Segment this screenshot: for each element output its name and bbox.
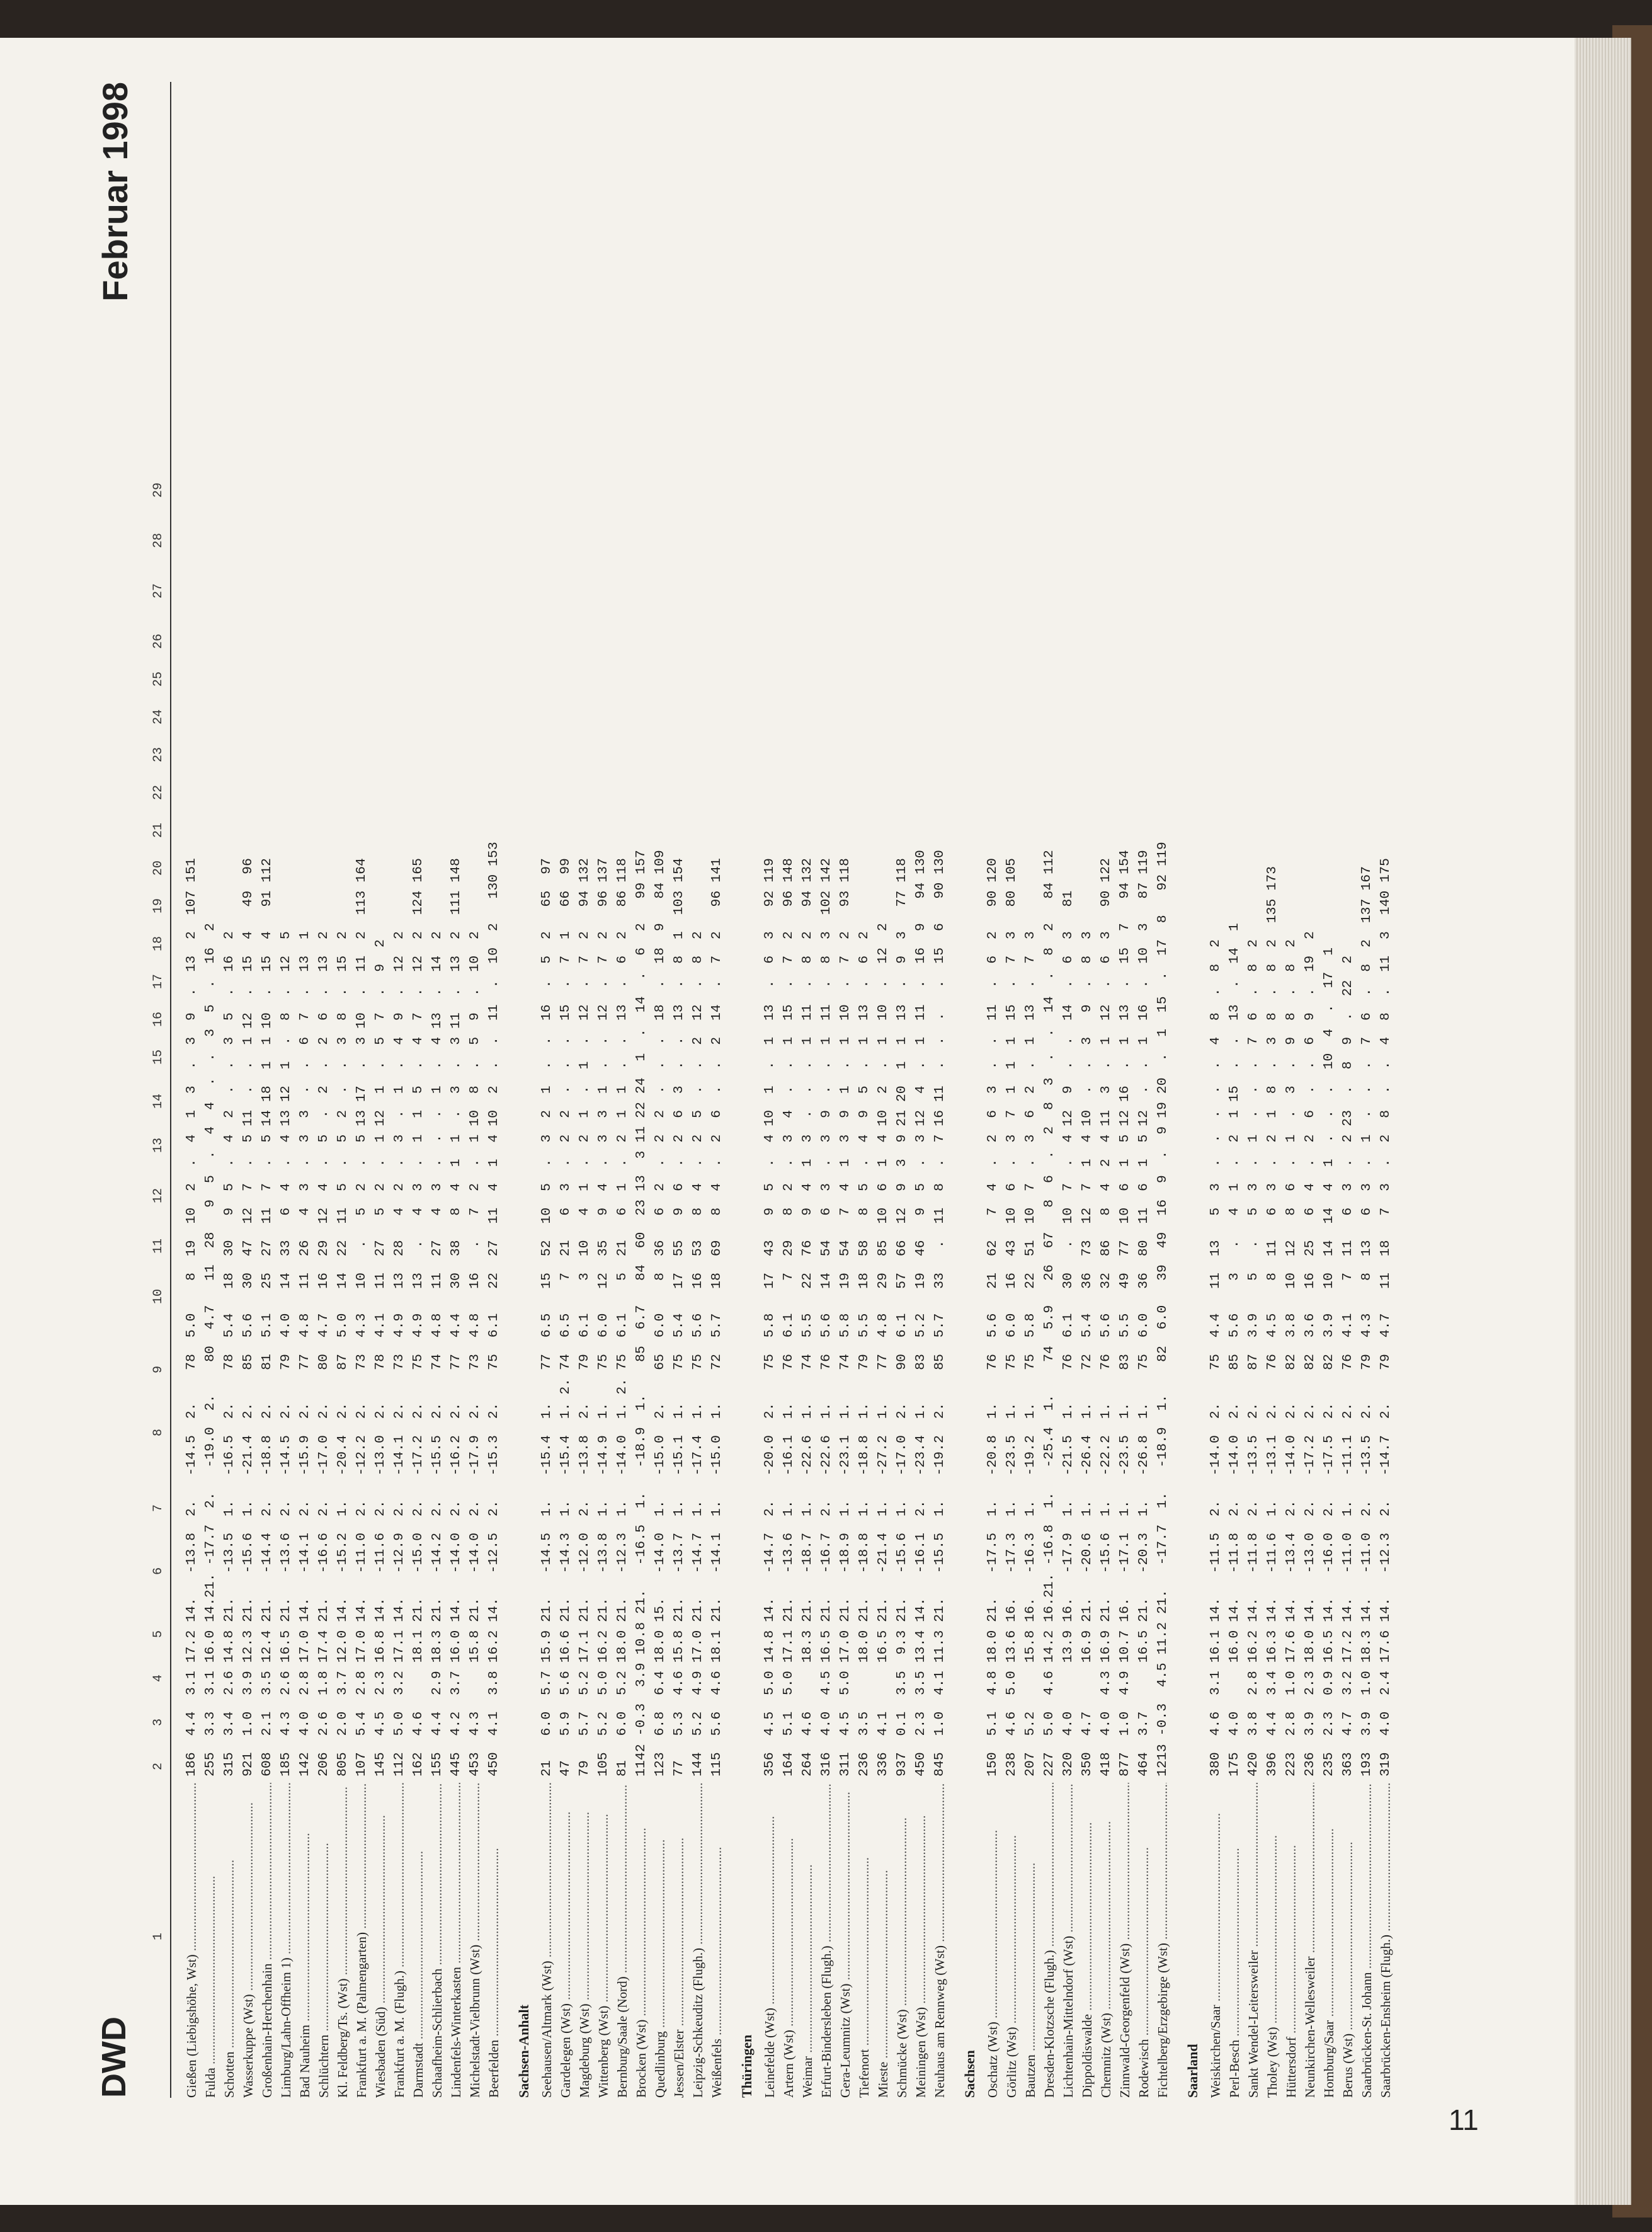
station-name: Quedlinburg ..... [651,1783,669,2098]
column-number: 15 [151,1049,166,1065]
station-row [1282,82,1301,2098]
station-values: 380 4.6 3.1 16.1 14. -11.5 2. -14.0 2. 75 4.4 11 13 5 3 . . . . . 4 8 . 8 2 [1208,939,1223,1777]
station-row [428,82,447,2098]
station-name: Chemnitz (Wst) ..... [1097,1783,1115,2098]
station-values: 845 1.0 4.1 11.3 21. -15.5 1. -19.2 2. 85 5.7 33 . 11 8 . 7 16 11 . . . . 15 6 90 130 [932,850,947,1777]
station-name: Artern (Wst) ..... [779,1783,798,2098]
station-row [1206,82,1225,2098]
station-row [239,82,258,2098]
station-name: Limburg/Lahn-Offheim 1) ..... [276,1783,295,2098]
station-row [1376,82,1395,2098]
station-name: Weißenfels ..... [707,1783,726,2098]
station-name: Dippoldiswalde ..... [1078,1783,1097,2098]
column-number: 24 [151,709,166,724]
station-name: Fulda ..... [201,1783,220,2098]
column-number: 27 [151,583,166,598]
station-row [1357,82,1376,2098]
station-row [201,82,220,2098]
station-name: Homburg/Saar ..... [1319,1783,1338,2098]
station-row [1115,82,1134,2098]
station-values: 315 3.4 2.6 14.8 21. -13.5 1. -16.5 2. 78 5.4 18 30 9 5 . 4 2 . . 3 5 . 16 2 [222,931,237,1777]
station-values: 77 5.3 4.6 15.8 21. -13.7 1. -15.1 1. 75 5.4 17 55 9 6 . 2 6 3 . . 13 . 8 1 103 154 [671,858,686,1777]
station-row [1225,82,1244,2098]
station-values: 877 1.0 4.9 10.7 16. -17.1 1. -23.5 1. 83 5.5 49 77 10 6 1 5 12 16 . 1 13 . 15 7 94 154 [1117,850,1132,1777]
station-values: 363 4.7 3.2 17.2 14. -11.0 1. -11.1 2. 76 4.1 7 11 6 3 . 2 23 . 8 9 . 22 2 [1340,955,1355,1777]
station-name: Kl. Feldberg/Ts. (Wst) ..... [333,1783,352,2098]
station-name: Schaafheim-Schlierbach ..... [428,1783,447,2098]
region-heading: Sachsen-Anhalt [516,2005,532,2098]
station-name: Tholey (Wst) ..... [1263,1783,1282,2098]
region-heading: Thüringen [739,2034,755,2098]
station-name: Görlitz (Wst) ..... [1002,1783,1021,2098]
station-name: Schotten ..... [220,1783,239,2098]
station-values: 206 2.6 1.8 17.4 21. -16.6 2. -17.0 2. 80 4.7 16 29 12 4 . 5 . 2 . 2 6 . 13 2 [316,931,331,1777]
station-name: Weiskirchen/Saar ..... [1206,1783,1225,2098]
station-values: 420 3.8 2.8 16.2 14. -11.8 2. -13.5 2. 87 3.9 5 . 5 3 . 1 . . . 7 6 . 8 2 [1246,939,1261,1777]
station-row [613,82,632,2098]
station-values: 418 4.0 4.3 16.9 21. -15.6 1. -22.2 1. 76 5.6 32 86 8 4 2 4 11 3 . 1 12 . 6 3 90 122 [1098,858,1114,1777]
station-name: Darmstadt ..... [409,1783,428,2098]
station-values: 316 4.0 4.5 16.5 21. -16.7 2. -22.6 1. 76 5.6 14 54 6 3 . 3 9 . . 1 11 . 8 3 102 142 [819,858,834,1777]
station-values: 162 4.6 18.1 21. -15.0 2. -17.2 2. 75 4.9 13 . 4 3 . 1 1 5 . 4 7 . 12 2 124 165 [411,858,426,1777]
station-name: Bautzen ..... [1021,1783,1040,2098]
station-row [1301,82,1319,2098]
station-row [594,82,613,2098]
column-number: 1 [151,1932,166,1940]
station-name: Leipzig-Schkeuditz (Flugh.) ..... [688,1783,707,2098]
station-values: 223 2.8 1.0 17.6 14. -13.4 2. -14.0 2. 82 3.8 10 12 8 6 . 1 . 3 . 9 8 . 8 2 [1284,939,1299,1777]
station-values: 81 6.0 5.2 18.0 21. -12.3 1. -14.0 1. 2. 75 6.1 5 21 6 1 . 2 1 1 . . 13 . 6 2 86 118 [615,858,630,1777]
station-values: 805 2.0 3.7 12.0 14. -15.2 1. -20.4 2. 87 5.0 14 22 11 5 . 5 2 . . 3 8 . 15 2 [335,931,350,1777]
station-row [651,82,669,2098]
station-name: Schmücke (Wst) ..... [892,1783,911,2098]
station-name: Magdeburg (Wst) ..... [575,1783,594,2098]
station-row [1338,82,1357,2098]
column-number: 25 [151,671,166,687]
station-row [1153,82,1172,2098]
column-number: 28 [151,532,166,548]
station-row [575,82,594,2098]
station-row [484,82,503,2098]
station-row [1244,82,1263,2098]
station-name: Lichtenhain-Mittelndorf (Wst) ..... [1059,1783,1078,2098]
station-name: Saarbrücken-St. Johann ..... [1357,1783,1376,2098]
station-values: 336 4.1 16.5 21. -21.4 1. -27.2 1. 77 4.8 29 85 10 6 1 4 10 2 . 1 10 . 12 2 [875,923,891,1777]
column-number: 6 [151,1567,166,1575]
station-name: Meiningen (Wst) ..... [911,1783,930,2098]
station-row [1134,82,1153,2098]
column-number: 26 [151,633,166,649]
station-name: Saarbrücken-Ensheim (Flugh.) ..... [1376,1783,1395,2098]
station-name: Rodewisch ..... [1134,1783,1153,2098]
month-title: Februar 1998 [95,82,135,302]
station-row [276,82,295,2098]
station-values: 264 4.6 18.3 21. -18.7 1. -22.6 1. 74 5.5 22 76 9 4 1 3 . . . 1 11 . 8 2 94 132 [800,858,815,1777]
station-name: Berus (Wst) ..... [1338,1783,1357,2098]
station-row [983,82,1002,2098]
station-row [371,82,390,2098]
station-name: Leinefelde (Wst) ..... [760,1783,779,2098]
station-name: Gera-Leumnitz (Wst) ..... [836,1783,855,2098]
station-values: 227 5.0 4.6 14.2 16.21. -16.8 1. -25.4 1. 74 5.9 26 67 8 6 . 2 8 3 . . 14 . 8 2 84 112 [1042,850,1057,1777]
station-name: Neunkirchen-Wellesweiler ..... [1301,1783,1319,2098]
climate-data-table [179,82,1395,2098]
station-name: Zinnwald-Georgenfeld (Wst) ..... [1115,1783,1134,2098]
station-name: Beerfelden ..... [484,1783,503,2098]
column-number: 22 [151,784,166,800]
station-row [855,82,874,2098]
station-row [874,82,892,2098]
column-number: 9 [151,1365,166,1373]
station-name: Jessen/Elster ..... [669,1783,688,2098]
station-name: Neuhaus am Rennweg (Wst) ..... [930,1783,949,2098]
station-row [779,82,798,2098]
station-name: Bernburg/Saale (Nord) ..... [613,1783,632,2098]
station-row [1078,82,1097,2098]
station-values: 115 5.6 4.6 18.1 21. -14.1 1. -15.0 1. 72 5.7 18 69 8 4 . 2 6 . . 2 14 . 7 2 96 141 [709,858,724,1777]
station-values: 1142 -0.3 3.9 10.8 21. -16.5 1. -18.9 1. 85 6.7 84 60 23 13 3 11 22 24 1 . 14 . 6 2 99 157 [634,850,649,1777]
station-row [390,82,409,2098]
station-name: Wiesbaden (Süd) ..... [371,1783,390,2098]
station-values: 193 3.9 1.0 18.3 14. -11.0 2. -13.5 2. 79 4.3 8 13 6 3 . 1 . . . 7 6 . 8 2 137 167 [1359,866,1374,1777]
column-number: 10 [151,1288,166,1304]
station-values: 236 3.9 2.3 18.0 14. -13.0 2. -17.2 2. 82 3.6 16 25 6 4 . 2 6 . . 6 9 . 19 2 [1302,931,1318,1777]
station-name: Gardelegen (Wst) ..... [556,1783,575,2098]
station-values: 350 4.7 16.9 21. -20.6 1. -26.4 1. 72 5.4 36 73 12 7 1 4 10 . . 3 9 . 8 3 [1079,931,1095,1777]
station-values: 185 4.3 2.6 16.5 21. -13.6 2. -14.5 2. 79 4.0 14 33 6 4 . 4 13 12 1 . 8 . 12 5 [278,931,293,1777]
station-row [220,82,239,2098]
station-values: 79 5.7 5.2 17.1 21. -12.0 2. -13.8 2. 79 6.1 3 10 4 1 . 2 1 . 1 . 12 . 7 2 94 132 [577,858,592,1777]
station-values: 145 4.5 2.3 16.8 14. -11.6 2. -13.0 2. 78 4.1 11 27 5 2 . 1 12 1 . 5 7 . 9 2 [373,939,388,1777]
station-name: Oschatz (Wst) ..... [983,1783,1002,2098]
station-row [1002,82,1021,2098]
station-row [760,82,779,2098]
station-row [258,82,276,2098]
station-row [1040,82,1059,2098]
station-values: 311 4.5 5.0 17.0 21. -18.9 1. -23.1 1. 74 5.8 19 54 7 4 1 3 9 1 . 1 10 . 7 2 93 118 [838,858,853,1777]
region-heading: Sachsen [962,2050,977,2098]
station-values: 608 2.1 3.5 12.4 21. -14.4 2. -18.8 2. 81 5.1 25 27 11 7 . 5 14 18 1 1 10 . 15 4 91 112 [259,858,275,1777]
station-row [707,82,726,2098]
book-page [0,38,1575,2205]
station-row [537,82,556,2098]
column-number: 3 [151,1718,166,1726]
station-values: 937 0.1 3.5 9.3 21. -15.6 1. -17.0 2. 90 6.1 57 66 12 9 3 9 21 20 1 1 13 . 9 3 77 118 [894,858,909,1777]
station-values: 144 5.2 4.9 17.0 21. -14.7 1. -17.4 1. 75 5.6 16 53 8 4 . 2 5 . . 2 12 . 8 2 [690,931,705,1777]
station-name: Tiefenort ..... [855,1783,874,2098]
station-row [314,82,333,2098]
station-row [1319,82,1338,2098]
column-number: 18 [151,936,166,951]
station-row [632,82,651,2098]
station-row [295,82,314,2098]
column-number-header [145,82,171,2098]
station-row [798,82,817,2098]
station-name: Brocken (Wst) ..... [632,1783,651,2098]
station-values: 356 4.5 5.0 14.8 14. -14.7 2. -20.0 2. 75 5.8 17 43 9 5 . 4 10 1 . 1 13 . 6 3 92 119 [762,858,777,1777]
station-name: Fichtelberg/Erzgebirge (Wst) ..... [1153,1783,1172,2098]
station-row [892,82,911,2098]
station-name: Hüttersdorf ..... [1282,1783,1301,2098]
station-name: Bad Nauheim ..... [295,1783,314,2098]
station-name: Sankt Wendel-Leitersweiler ..... [1244,1783,1263,2098]
station-name: Wittenberg (Wst) ..... [594,1783,613,2098]
column-number: 12 [151,1188,166,1203]
station-name: Gießen (Liebigshöhe, Wst) ..... [182,1783,201,2098]
column-number: 29 [151,482,166,498]
station-values: 453 4.3 15.8 21. -14.0 2. -17.9 2. 73 4.8 16 . 7 2 . 1 10 8 . 5 9 . 10 2 [467,931,482,1777]
station-row [465,82,484,2098]
station-row [1263,82,1282,2098]
rotated-table-area [94,63,1493,2098]
station-name: Erfurt-Bindersleben (Flugh.) ..... [817,1783,836,2098]
station-values: 396 4.4 3.4 16.3 14. -11.6 1. -13.1 2. 76 4.5 8 11 6 3 . 2 1 8 . 3 8 . 8 2 135 173 [1265,866,1280,1777]
station-name: Mieste ..... [874,1783,892,2098]
station-row [836,82,855,2098]
station-values: 105 5.2 5.0 16.2 21. -13.8 1. -14.9 1. 75 6.0 12 35 9 4 . 3 3 1 . . 12 . 7 2 96 137 [596,858,611,1777]
column-number: 8 [151,1428,166,1436]
station-row [333,82,352,2098]
column-number: 2 [151,1762,166,1770]
station-values: 175 4.0 16.0 14. -11.8 2. -14.0 2. 85 5.6 3 . 4 1 . 2 1 15 . . 13 . 14 1 [1227,923,1242,1777]
column-number: 11 [151,1238,166,1254]
station-row [1097,82,1115,2098]
column-number: 4 [151,1674,166,1682]
station-values: 238 4.6 5.0 13.6 16. -17.3 1. -23.5 1. 75 6.0 16 43 10 6 . 3 7 1 1 1 15 . 7 3 80 105 [1004,858,1019,1777]
station-values: 123 6.8 6.4 18.0 15. -14.0 1. -15.0 2. 65 6.0 8 36 6 2 . 2 2 . . . 18 . 18 9 84 109 [652,850,668,1777]
column-number: 16 [151,1011,166,1027]
station-name: Frankfurt a. M. (Flugh.) ..... [390,1783,409,2098]
station-values: 464 3.7 16.5 21. -20.3 1. -26.8 1. 75 6.0 36 80 11 6 1 5 12 . . 1 16 . 10 3 87 119 [1136,850,1151,1777]
station-row [556,82,575,2098]
station-row [1021,82,1040,2098]
station-row [182,82,201,2098]
station-row [688,82,707,2098]
station-values: 450 4.1 3.8 16.2 14. -12.5 2. -15.3 2. 75 6.1 22 27 11 4 1 4 10 2 . . 11 . 10 2 130 153 [486,842,501,1777]
station-name: Frankfurt a. M. (Palmengarten) ..... [352,1783,371,2098]
station-values: 164 5.1 5.0 17.1 21. -13.6 1. -16.1 1. 76 6.1 7 29 8 2 . 3 4 . . 1 15 . 7 2 96 148 [781,858,796,1777]
column-number: 23 [151,747,166,762]
station-name: Weimar ..... [798,1783,817,2098]
station-values: 319 4.0 2.4 17.6 14. -12.3 2. -14.7 2. 79 4.7 11 18 7 3 . 2 8 . . 4 8 . 11 3 140 175 [1378,858,1393,1777]
column-number: 14 [151,1093,166,1109]
station-values: 150 5.1 4.8 18.0 21. -17.5 1. -20.8 1. 76 5.6 21 62 7 4 . 2 6 3 . . 11 . 6 2 90 120 [985,858,1000,1777]
station-values: 155 4.4 2.9 18.3 21. -14.2 2. -15.5 2. 74 4.8 11 27 4 3 . . . 1 . 4 13 . 14 2 [430,931,445,1777]
column-number: 20 [151,860,166,876]
station-name: Seehausen/Altmark (Wst) ..... [537,1783,556,2098]
column-number: 7 [151,1504,166,1512]
station-name: Michelstadt-Vielbrunn (Wst) ..... [465,1783,484,2098]
station-row [352,82,371,2098]
station-values: 1213 -0.3 4.5 11.2 21. -17.7 1. -18.9 1. 82 6.0 39 49 16 9 . 9 19 20 . 1 15 . 17 8 92 119 [1155,842,1170,1777]
station-values: 107 5.4 2.8 17.0 14. -11.0 2. -12.2 2. 73 4.3 10 . 5 2 . 5 13 17 . 3 10 . 11 2 113 164 [354,858,369,1777]
station-name: Lindenfels-Winterkasten ..... [447,1783,465,2098]
station-values: 921 1.0 3.9 12.3 21. -15.6 1. -21.4 2. 85 5.6 30 47 12 7 . 5 11 . . 1 12 . 15 4 49 96 [241,858,256,1777]
publisher-label: DWD [95,2017,133,2098]
station-values: 142 4.0 2.8 17.0 14. -14.1 2. -15.9 2. 77 4.8 11 26 4 3 . 3 3 . . 6 7 . 13 1 [297,931,312,1777]
station-row [911,82,930,2098]
station-name: Wasserkuppe (Wst) ..... [239,1783,258,2098]
station-values: 235 2.3 0.9 16.5 14. -16.0 2. -17.5 2. 82 3.9 10 14 14 4 1 . . . 10 4 . 17 1 [1321,947,1336,1777]
station-row [409,82,428,2098]
station-values: 445 4.2 3.7 16.0 14. -14.0 2. -16.2 2. 77 4.4 30 38 8 4 1 1 . 3 . 3 11 . 13 2 111 148 [448,858,464,1777]
station-values: 255 3.3 3.1 16.0 14.21. -17.7 2. -19.0 2. 80 4.7 11 28 9 5 . 4 4 . . 3 5 . 16 2 [203,923,218,1777]
station-values: 320 4.0 13.9 16. -17.9 1. -21.5 1. 76 6.1 30 . 10 7 . 4 12 9 . . 14 . 6 3 81 [1061,890,1076,1777]
column-number: 5 [151,1630,166,1638]
column-number: 19 [151,898,166,913]
station-row [1059,82,1078,2098]
station-row [817,82,836,2098]
station-name: Schlüchtern ..... [314,1783,333,2098]
station-row [447,82,465,2098]
column-number: 17 [151,973,166,989]
station-values: 21 6.0 5.7 15.9 21. -14.5 1. -15.4 1. 77 6.5 15 52 10 5 . 3 2 1 . . 16 . 5 2 65 97 [539,858,554,1777]
station-name: Großenhain-Herchenhain ..... [258,1783,276,2098]
station-name: Perl-Besch ..... [1225,1783,1244,2098]
column-number: 21 [151,822,166,838]
page-number: 11 [1449,2103,1479,2136]
station-name: Dresden-Klotzsche (Flugh.) ..... [1040,1783,1059,2098]
station-row [930,82,949,2098]
station-row [669,82,688,2098]
region-heading: Saarland [1185,2044,1200,2098]
station-values: 186 4.4 3.1 17.2 14. -13.8 2. -14.5 2. 78 5.0 8 19 10 2 . 4 1 3 . 3 9 . 13 2 107 151 [184,858,199,1777]
station-values: 450 2.3 3.5 13.4 14. -16.1 2. -23.4 1. 83 5.2 19 46 9 5 . 3 12 4 . 1 11 . 16 9 94 130 [913,850,928,1777]
station-values: 112 5.0 3.2 17.1 14. -12.9 2. -14.1 2. 73 4.9 13 28 4 2 . 3 . 1 . 4 9 . 12 2 [392,931,407,1777]
station-values: 236 3.5 18.0 21. -18.8 1. -18.8 1. 79 5.5 18 58 8 5 . 4 9 5 . 1 13 . 6 2 [857,931,872,1777]
column-number: 13 [151,1137,166,1153]
station-values: 207 5.2 15.8 16. -16.3 1. -19.2 1. 75 5.8 22 51 10 7 . 3 6 2 . 1 13 . 7 3 [1023,931,1038,1777]
station-values: 47 5.9 5.6 16.6 21. -14.3 1. -15.4 1. 2. 74 6.5 7 21 6 3 . 2 2 . . . 15 . 7 1 66 99 [558,858,573,1777]
